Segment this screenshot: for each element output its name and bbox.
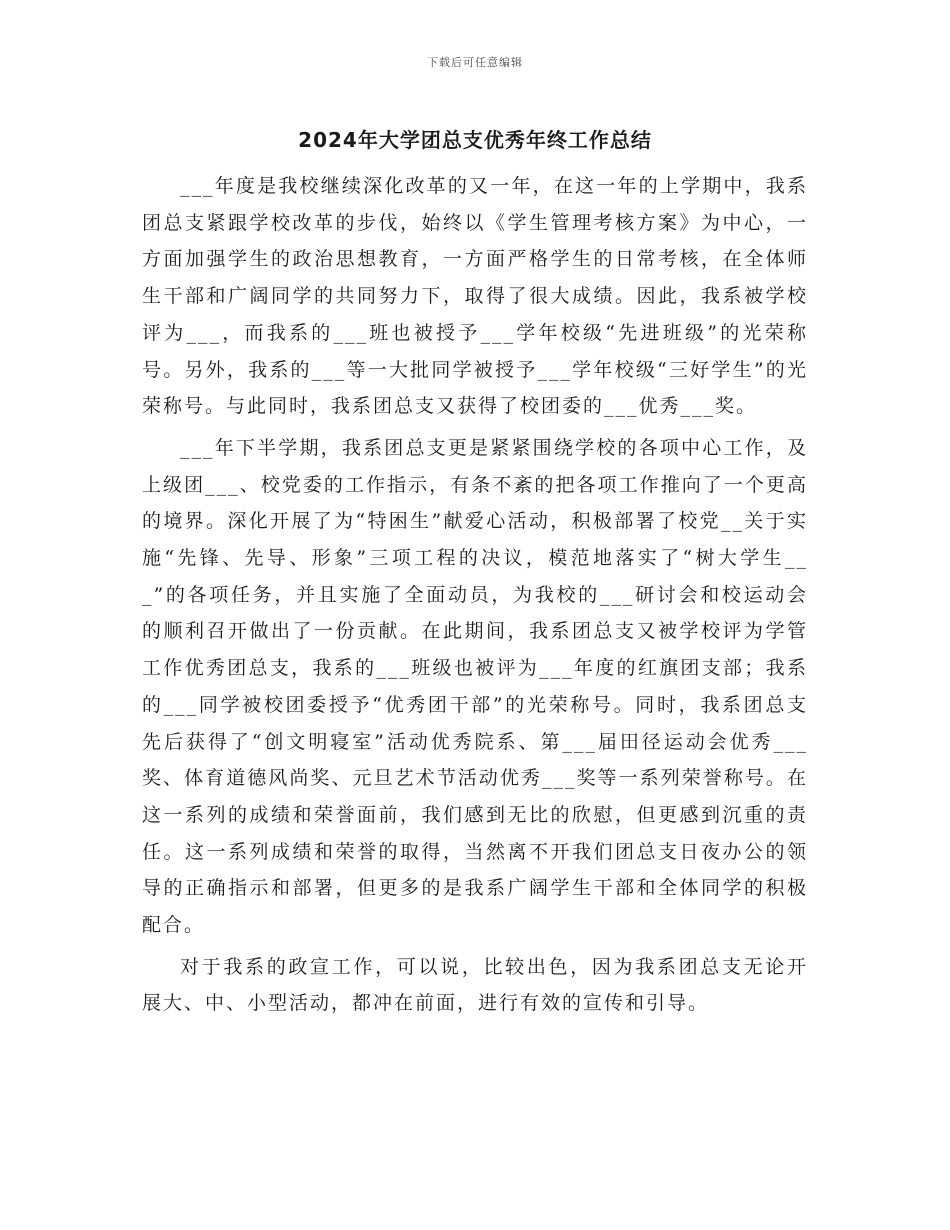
paragraph-3: 对于我系的政宣工作，可以说，比较出色，因为我系团总支无论开展大、中、小型活动，都冲在前面，进行有效的宣传和引导。 xyxy=(142,955,808,1015)
paragraph-1: ___年度是我校继续深化改革的又一年，在这一年的上学期中，我系团总支紧跟学校改革的步伐，始终以《学生管理考核方案》为中心，一方面加强学生的政治思想教育，一方面严格学生的日常考核，在全体师生干部和广阔同学的共同努力下，取得了很大成绩。因此，我系被学校评为___，而我系的___班也被授予___学年校级“先进班级”的光荣称号。另外，我系的___等一大批同学被授予___学年校级“三好学生”的光荣称号。与此同时，我系团总支又获得了校团委的___优秀___奖。 xyxy=(142,175,808,418)
page-header-note: 下载后可任意编辑 xyxy=(427,56,523,69)
document-body xyxy=(142,168,808,1027)
paragraph-2: ___年下半学期，我系团总支更是紧紧围绕学校的各项中心工作，及上级团___、校党委的工作指示，有条不紊的把各项工作推向了一个更高的境界。深化开展了为“特困生”献爱心活动，积极部署了校党__关于实施“先锋、先导、形象”三项工程的决议，模范地落实了“树大学生___”的各项任务，并且实施了全面动员，为我校的___研讨会和校运动会的顺利召开做出了一份贡献。在此期间，我系团总支又被学校评为学管工作优秀团总支，我系的___班级也被评为___年度的红旗团支部；我系的___同学被校团委授予“优秀团干部”的光荣称号。同时，我系团总支先后获得了“创文明寝室”活动优秀院系、第___届田径运动会优秀___奖、体育道德风尚奖、元旦艺术节活动优秀___奖等一系列荣誉称号。在这一系列的成绩和荣誉面前，我们感到无比的欣慰，但更感到沉重的责任。这一系列成绩和荣誉的取得，当然离不开我们团总支日夜办公的领导的正确指示和部署，但更多的是我系广阔学生干部和全体同学的积极配合。 xyxy=(142,436,808,937)
document-title: 2024年大学团总支优秀年终工作总结 xyxy=(298,128,652,152)
